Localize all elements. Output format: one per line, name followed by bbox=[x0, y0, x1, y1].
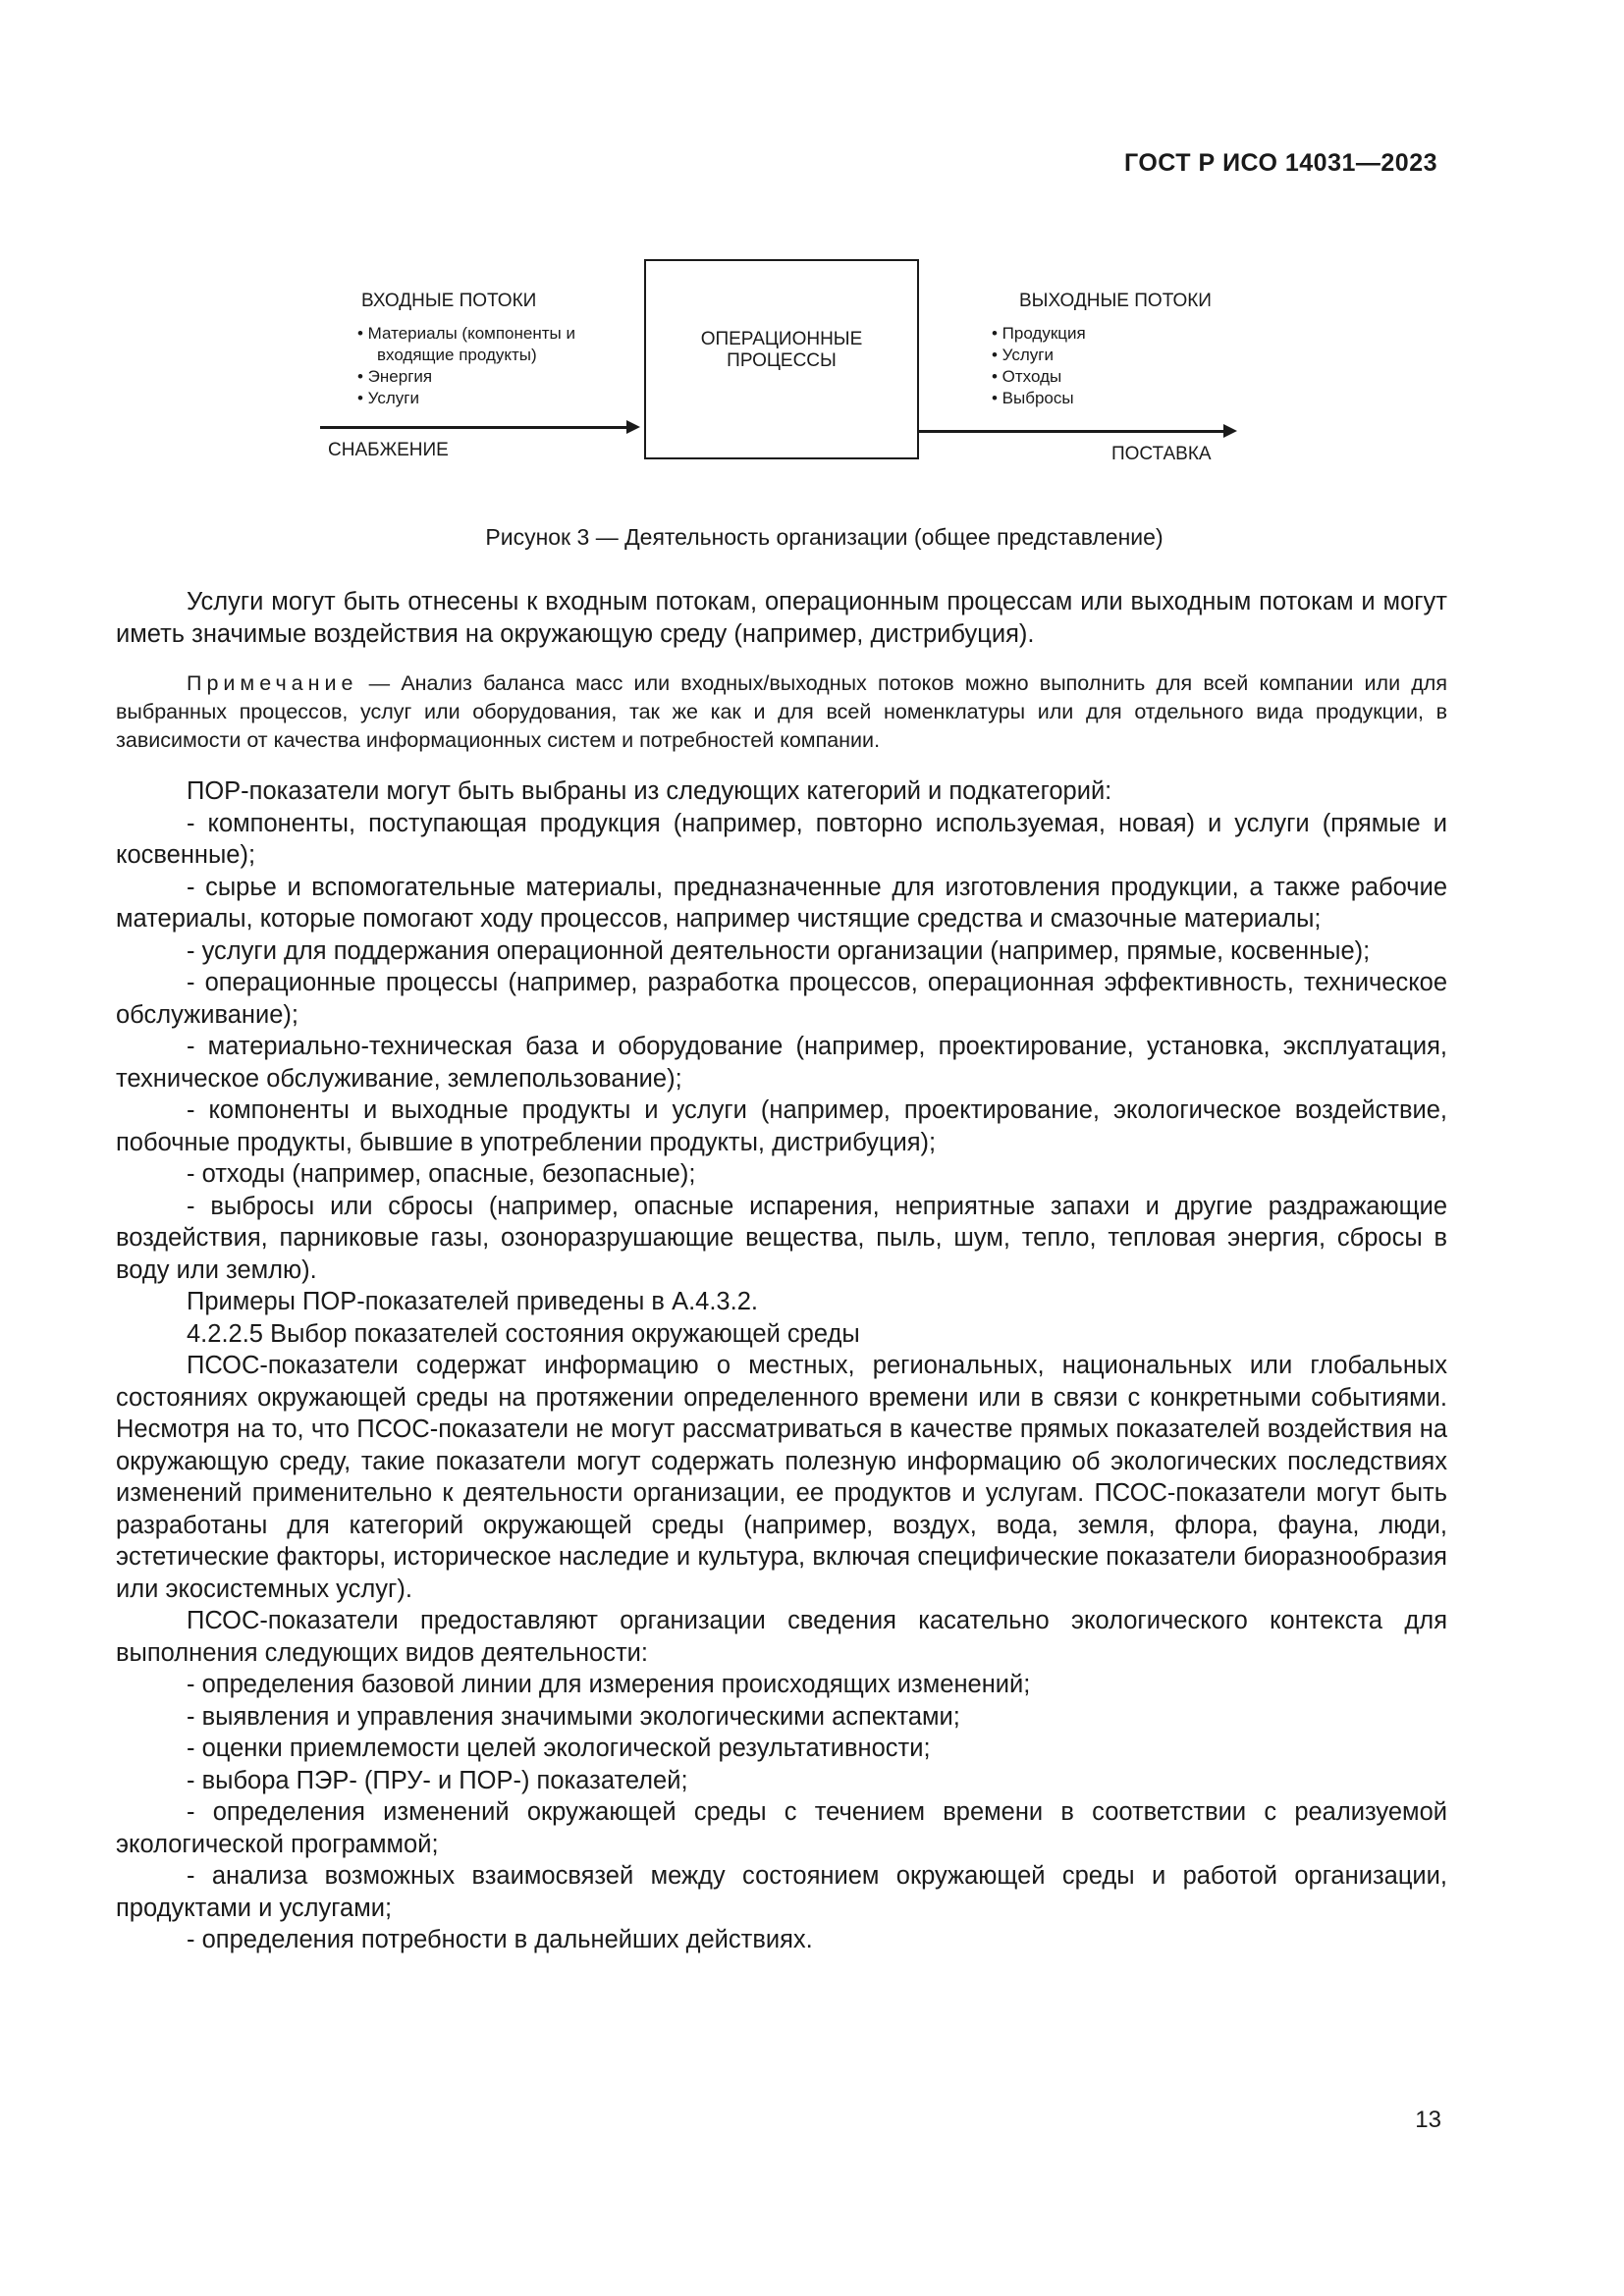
list-item: - определения изменений окружающей среды с течением времени в соответствии с реализуемой экологической программой; bbox=[116, 1798, 1447, 1858]
delivery-label: ПОСТАВКА bbox=[1111, 444, 1212, 464]
list-item: - сырье и вспомогательные материалы, предназначенные для изготовления продукции, а также рабочие материалы, которые помогают ходу процессов, например чистящие средства и смазочные материалы; bbox=[116, 873, 1447, 933]
note bbox=[116, 669, 1447, 755]
list-item: - операционные процессы (например, разработка процессов, операционная эффективность, техническое обслуживание); bbox=[116, 969, 1447, 1029]
page-number: 13 bbox=[1415, 2107, 1441, 2133]
list-item: - услуги для поддержания операционной деятельности организации (например, прямые, косвенные); bbox=[187, 936, 1371, 965]
list-item: - компоненты и выходные продукты и услуги (например, проектирование, экологическое воздействие, побочные продукты, бывшие в употреблении продукты, дистрибуция); bbox=[116, 1096, 1447, 1156]
list-item: - выявления и управления значимыми экологическими аспектами; bbox=[187, 1702, 960, 1731]
list-item: - отходы (например, опасные, безопасные); bbox=[187, 1160, 696, 1188]
outputs-item: • Выбросы bbox=[992, 389, 1074, 407]
outputs-list bbox=[992, 323, 1086, 409]
paragraph: ПОР-показатели могут быть выбраны из следующих категорий и подкатегорий: bbox=[187, 777, 1112, 805]
inputs-title: ВХОДНЫЕ ПОТОКИ bbox=[361, 291, 537, 311]
list-item: - оценки приемлемости целей экологической результативности; bbox=[187, 1735, 931, 1762]
list-item: - выбора ПЭР- (ПРУ- и ПОР-) показателей; bbox=[187, 1766, 688, 1794]
outputs-item: • Продукция bbox=[992, 324, 1086, 343]
section-heading: 4.2.2.5 Выбор показателей состояния окружающей среды bbox=[187, 1319, 860, 1348]
list-item: - определения потребности в дальнейших действиях. bbox=[187, 1926, 813, 1953]
list-item: - определения базовой линии для измерения происходящих изменений; bbox=[187, 1671, 1031, 1698]
intro-paragraph: Услуги могут быть отнесены к входным потокам, операционным процессам или выходным потокам и могут иметь значимые воздействия на окружающую среду (например, дистрибуция). bbox=[116, 588, 1447, 648]
supply-label: СНАБЖЕНИЕ bbox=[328, 440, 449, 460]
paragraph: ПСОС-показатели предоставляют организации сведения касательно экологического контекста для выполнения следующих видов деятельности: bbox=[116, 1607, 1447, 1667]
inputs-list bbox=[357, 323, 575, 409]
inputs-item: • Материалы (компоненты и bbox=[357, 324, 575, 343]
outputs-item: • Услуги bbox=[992, 346, 1054, 364]
supply-arrow bbox=[320, 426, 628, 429]
delivery-arrow bbox=[919, 430, 1225, 433]
body-text bbox=[116, 775, 1447, 1956]
process-label: ОПЕРАЦИОННЫЕ ПРОЦЕССЫ bbox=[700, 329, 863, 371]
inputs-item: • Услуги bbox=[357, 389, 419, 407]
list-item: - анализа возможных взаимосвязей между состоянием окружающей среды и работой организации, продуктами и услугами; bbox=[116, 1862, 1447, 1922]
list-item: - материально-техническая база и оборудование (например, проектирование, установка, эксплуатация, техническое обслуживание, землепользование); bbox=[116, 1033, 1447, 1093]
note-text: — Анализ баланса масс или входных/выходных потоков можно выполнить для всей компании или для выбранных процессов, услуг или оборудования, так же как и для всей номенклатуры или для отдельного вида продукции, в зависимости от качества информационных систем и потребностей компании. bbox=[116, 671, 1447, 752]
note-label: Примечание bbox=[187, 671, 358, 695]
figure-caption: Рисунок 3 — Деятельность организации (общее представление) bbox=[485, 524, 1164, 550]
list-item: - компоненты, поступающая продукция (например, повторно используемая, новая) и услуги (прямые и косвенные); bbox=[116, 809, 1447, 869]
paragraph: Примеры ПОР-показателей приведены в А.4.3.2. bbox=[187, 1288, 758, 1315]
inputs-item: входящие продукты) bbox=[377, 346, 537, 364]
document-code: ГОСТ Р ИСО 14031—2023 bbox=[1124, 149, 1437, 177]
inputs-item: • Энергия bbox=[357, 367, 433, 386]
list-item: - выбросы или сбросы (например, опасные испарения, неприятные запахи и другие раздражающие воздействия, парниковые газы, озоноразрушающие вещества, пыль, шум, тепло, тепловая энергия, сбросы в воду или землю). bbox=[116, 1192, 1447, 1284]
paragraph: ПСОС-показатели содержат информацию о местных, региональных, национальных или глобальных состояниях окружающей среды на протяжении определенного времени или в связи с конкретными событиями. Несмотря на то, что ПСОС-показатели не могут рассматриваться в качестве прямых показателей воздействия на окружающую среду, такие показатели могут содержать полезную информацию об экологических последствиях изменений применительно к деятельности организации, ее продуктов и услугам. ПСОС-показатели могут быть разработаны для категорий окружающей среды (например, воздух, вода, земля, флора, фауна, люди, эстетические факторы, историческое наследие и культура, включая специфические показатели биоразнообразия или экосистемных услуг). bbox=[116, 1352, 1447, 1603]
activity-diagram bbox=[314, 253, 1247, 499]
outputs-title: ВЫХОДНЫЕ ПОТОКИ bbox=[1019, 291, 1212, 311]
outputs-item: • Отходы bbox=[992, 367, 1062, 386]
